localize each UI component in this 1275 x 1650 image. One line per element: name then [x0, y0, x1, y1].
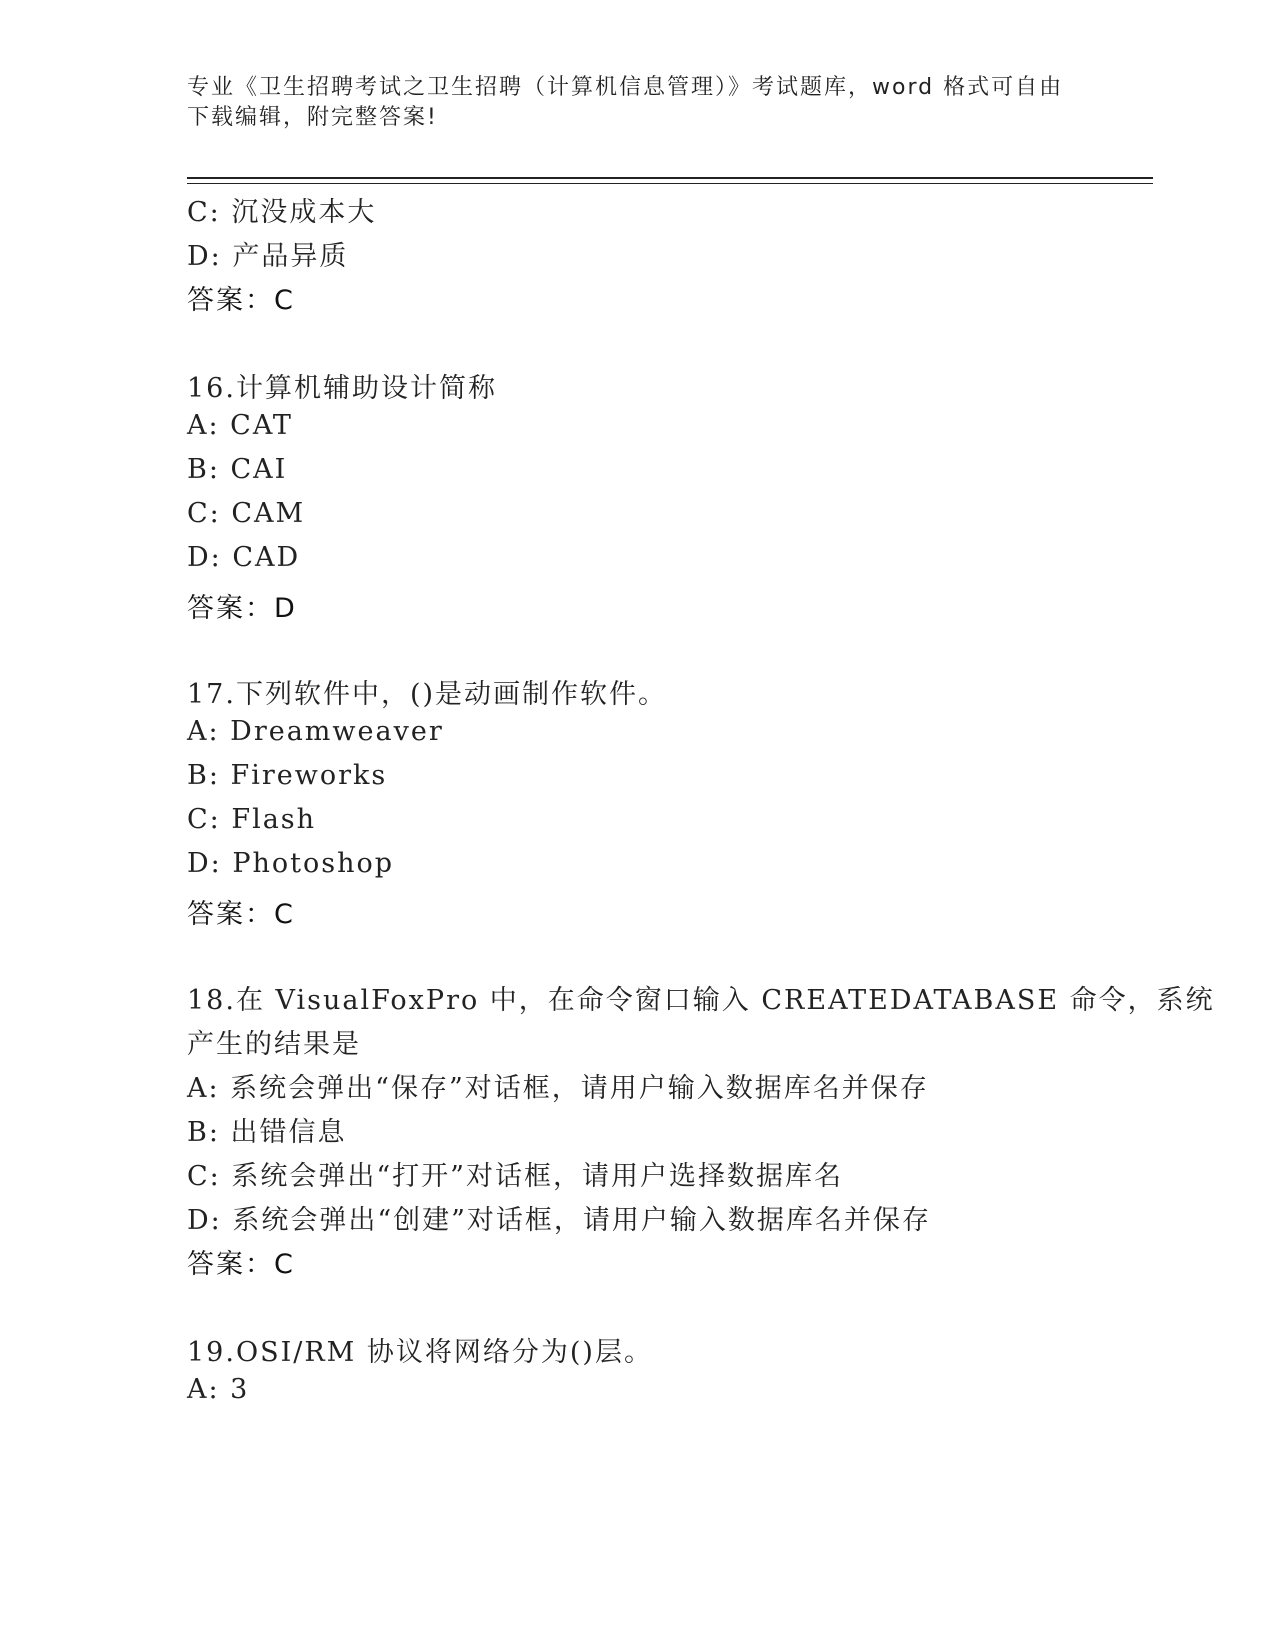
q18-option-a: A: 系统会弹出“保存”对话框，请用户输入数据库名并保存 [187, 1073, 929, 1104]
q18-question-line1: 18.在 VisualFoxPro 中，在命令窗口输入 CREATEDATABASE 命令，系统 [187, 985, 1215, 1016]
q18-option-c: C: 系统会弹出“打开”对话框，请用户选择数据库名 [187, 1161, 843, 1192]
q15-option-c: C: 沉没成本大 [187, 197, 377, 228]
document-header: 专业《卫生招聘考试之卫生招聘（计算机信息管理）》考试题库，word 格式可自由下载编辑，附完整答案! [187, 75, 1064, 130]
header-rule-thin [187, 183, 1153, 184]
header-rule-thick [187, 177, 1153, 179]
q17-answer: 答案：C [187, 899, 295, 930]
q18-question-line2: 产生的结果是 [187, 1029, 361, 1060]
q17-question: 17.下列软件中，()是动画制作软件。 [187, 679, 668, 710]
q16-option-d: D: CAD [187, 542, 301, 573]
q16-option-c: C: CAM [187, 498, 306, 529]
q17-option-b: B: Fireworks [187, 760, 388, 791]
q19-question: 19.OSI/RM 协议将网络分为()层。 [187, 1337, 653, 1368]
q18-option-d: D: 系统会弹出“创建”对话框，请用户输入数据库名并保存 [187, 1205, 931, 1236]
q15-answer: 答案：C [187, 285, 295, 316]
q16-option-a: A: CAT [187, 410, 293, 441]
q18-answer: 答案：C [187, 1249, 295, 1280]
q17-option-a: A: Dreamweaver [187, 716, 444, 747]
q16-answer: 答案：D [187, 593, 297, 624]
q18-option-b: B: 出错信息 [187, 1117, 347, 1148]
q17-option-c: C: Flash [187, 804, 317, 835]
q16-question: 16.计算机辅助设计简称 [187, 373, 497, 404]
q15-option-d: D: 产品异质 [187, 241, 349, 272]
q17-option-d: D: Photoshop [187, 848, 395, 879]
q19-option-a: A: 3 [187, 1374, 250, 1405]
q16-option-b: B: CAI [187, 454, 288, 485]
